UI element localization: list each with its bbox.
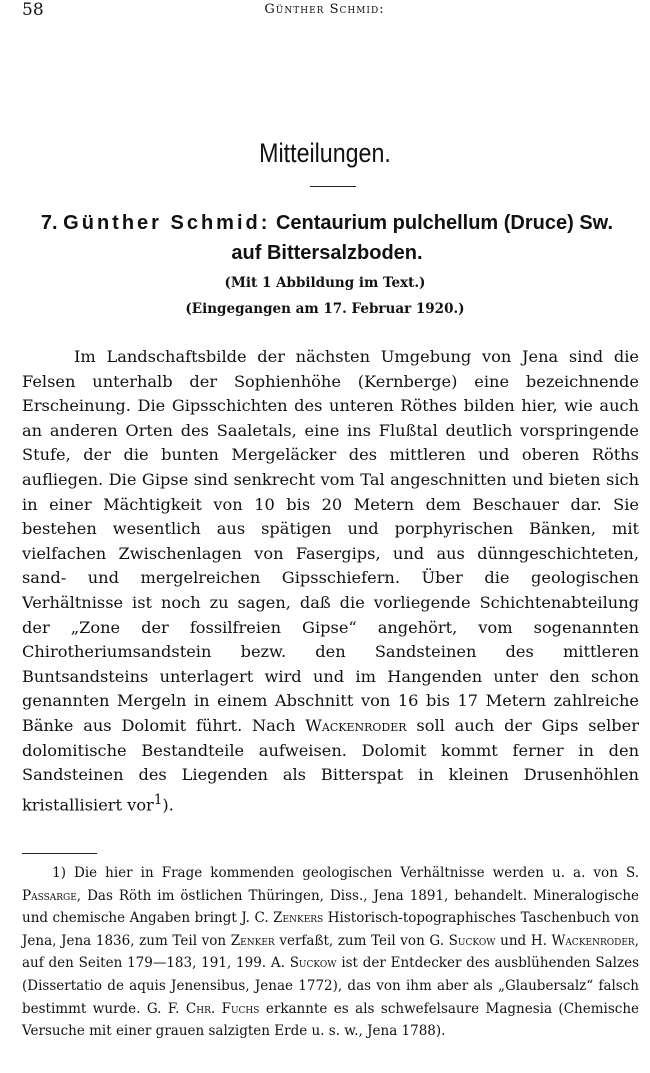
body-text-end: ). bbox=[162, 795, 174, 815]
running-head: Günther Schmid: bbox=[264, 2, 385, 17]
author-name: Suckow bbox=[289, 955, 337, 972]
article-author: Günther Schmid: bbox=[63, 212, 271, 234]
footnote-number: 1) bbox=[52, 865, 66, 881]
article-title-line-2: auf Bittersalzboden. bbox=[231, 242, 423, 264]
body-paragraph bbox=[22, 345, 639, 818]
footnote-text: Historisch-topographisches Taschenbuch von Jena, Jena 1836, zum Teil von bbox=[22, 910, 640, 949]
author-name: J. C. Zenkers bbox=[241, 910, 324, 927]
footnote-text: , auf den Seiten 179—183, 191, 199. A. bbox=[22, 932, 639, 972]
author-name: H. Wackenroder bbox=[530, 932, 635, 949]
author-name: S. Passarge bbox=[22, 865, 639, 904]
footnote-text: erkannte es als schwefelsaure Magnesia (Chemische Versuche mit einer grauen salzigten Erde u. s. w., Jena 1788). bbox=[22, 1000, 640, 1040]
footnote-text: ist der Entdecker des ausblühenden Salzes (Dissertatio de aquis Jenensibus, Jenae 1772), das von ihm aber als „Glaubersalz“ falsch bestimmt wurde. G. F. bbox=[22, 955, 639, 1017]
author-name: Zenker bbox=[230, 932, 275, 949]
article-title-main: Centaurium pulchellum (Druce) Sw. bbox=[275, 212, 614, 234]
page-number: 58 bbox=[22, 0, 44, 20]
page-header bbox=[22, 0, 627, 20]
footnote-reference: 1 bbox=[153, 791, 163, 808]
article-title-line-1 bbox=[22, 212, 632, 235]
body-text-part-1: Im Landschaftsbilde der nächsten Umgebung von Jena sind die Felsen unterhalb der Sophienhöhe (Kernberge) eine bezeichnende Erscheinung. Die Gipsschichten des unteren Röthes bilden hier, wie auch an anderen Orten des Saaletals, eine ins Flußtal deutlich vorspringende Stufe, der die bunten Mergeläcker des mittleren und oberen Röths aufliegen. Die Gipse sind senkrecht vom Tal angeschnitten und bieten sich in einer Mächtigkeit von 10 bis 20 Metern dem Beschauer dar. Sie bestehen wesentlich aus spätigen und porphyrischen Bänken, mit vielfachen Zwischenlagen von Fasergips, und aus dünngeschichteten, sand- und mergelreichen Gipsschiefern. Über die geologischen Verhältnisse ist noch zu sagen, daß die vorliegende Schichtenabteilung der „Zone der fossilfreien Gipse“ angehört, vom sogenannten Chirotheriumsandstein bezw. den Sandsteinen des mittleren Buntsandsteins unterlagert wird und im Hangenden unter den schon genannten Mergeln in einem Abschnitt von 16 bis 17 Metern zahlreiche Bänke aus Dolomit führt. Nach bbox=[22, 347, 639, 735]
body-text-part-2: soll auch der Gips selber dolomitische Bestandteile aufweisen. Dolomit kommt ferner in den Sandsteinen des Liegenden als Bitterspat in kleinen Drusenhöhlen kristallisiert vor bbox=[22, 715, 639, 815]
footnote-text: und bbox=[500, 932, 527, 949]
footnote bbox=[22, 862, 639, 1043]
author-name-wackenroder: Wackenroder bbox=[305, 715, 407, 735]
figure-note: (Mit 1 Abbildung im Text.) bbox=[224, 275, 426, 291]
author-name: Chr. Fuchs bbox=[185, 1000, 260, 1017]
footnote-text: verfaßt, zum Teil von bbox=[279, 932, 425, 949]
section-title: Mitteilungen. bbox=[259, 138, 391, 168]
received-date: (Eingegangen am 17. Februar 1920.) bbox=[185, 301, 465, 317]
footnote-text: , Das Röth im östlichen Thüringen, Diss., Jena 1891, behandelt. Mineralogische und chemische Angaben bringt bbox=[22, 887, 639, 927]
footnote-text: Die hier in Frage kommenden geologischen Verhältnisse werden u. a. von bbox=[74, 865, 618, 881]
author-name: G. Suckow bbox=[429, 932, 496, 949]
article-number: 7. bbox=[40, 212, 58, 234]
title-divider bbox=[310, 186, 356, 187]
footnote-divider bbox=[22, 853, 97, 854]
